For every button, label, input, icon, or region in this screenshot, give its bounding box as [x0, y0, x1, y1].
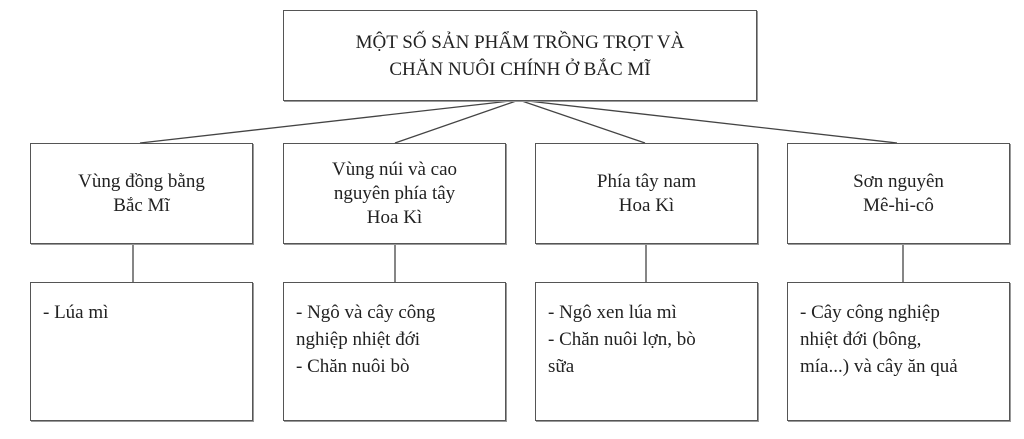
product-line: nhiệt đới (bông, [800, 329, 922, 350]
region-name: Hoa Kì [618, 194, 675, 216]
region-name: Vùng đồng bằng [78, 170, 205, 192]
product-line: mía...) và cây ăn quả [800, 356, 958, 377]
product-line: - Lúa mì [43, 302, 109, 323]
region-name: Phía tây nam [596, 170, 697, 192]
product-line: - Cây công nghiệp [800, 302, 940, 323]
product-line: nghiệp nhiệt đới [296, 329, 421, 350]
connector-line [140, 100, 519, 143]
product-line: sữa [548, 356, 575, 377]
connector-line [519, 100, 645, 143]
products-box-mexico-plateau [787, 282, 1010, 421]
product-line: - Chăn nuôi lợn, bò [548, 329, 696, 350]
region-name: Vùng núi và cao [331, 158, 458, 180]
region-name: nguyên phía tây [333, 182, 456, 204]
title-box [283, 10, 757, 101]
region-name: Bắc Mĩ [113, 194, 170, 216]
region-name: Hoa Kì [366, 206, 423, 228]
region-name: Sơn nguyên [853, 170, 944, 192]
product-line: - Chăn nuôi bò [296, 356, 410, 377]
products-box-plains [30, 282, 253, 421]
connector-line [519, 100, 897, 143]
title-line: CHĂN NUÔI CHÍNH Ở BẮC MĨ [389, 58, 651, 80]
region-box-southwest [535, 143, 758, 244]
region-name: Mê-hi-cô [863, 194, 934, 216]
region-box-western-mountains [283, 143, 506, 244]
products-box-southwest [535, 282, 758, 421]
region-box-plains [30, 143, 253, 244]
title-line: MỘT SỐ SẢN PHẨM TRỒNG TRỌT VÀ [355, 31, 685, 53]
product-line: - Ngô và cây công [296, 302, 436, 323]
product-line: - Ngô xen lúa mì [548, 302, 677, 323]
products-box-western-mountains [283, 282, 506, 421]
region-box-mexico-plateau [787, 143, 1010, 244]
